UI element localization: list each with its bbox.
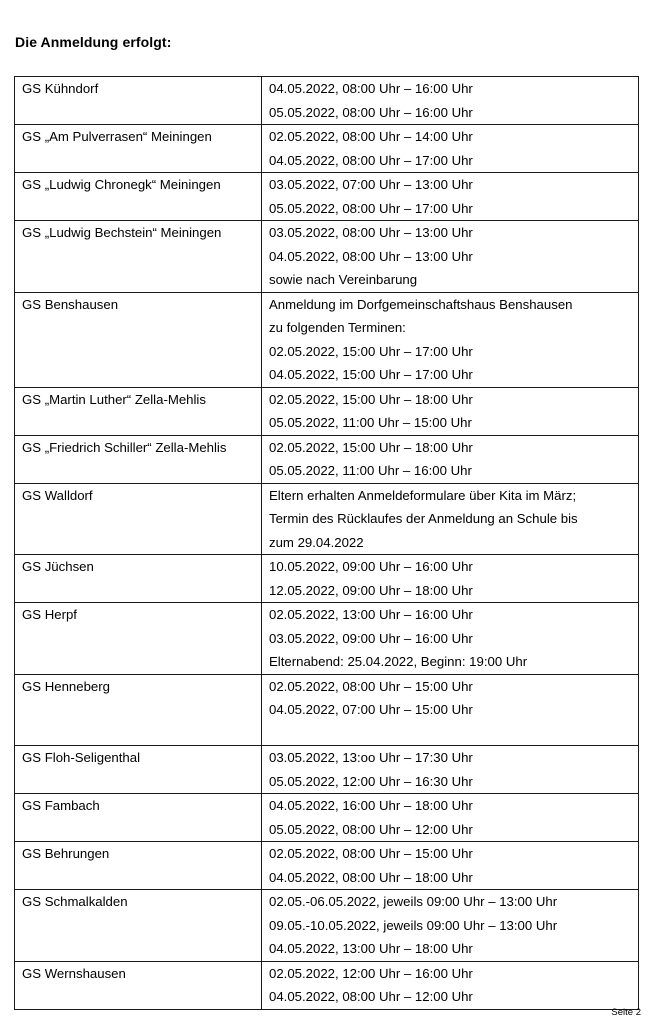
registration-date-line: 02.05.2022, 15:00 Uhr – 18:00 Uhr xyxy=(269,439,473,455)
registration-dates-cell xyxy=(262,674,639,746)
school-name-cell: GS „Ludwig Chronegk“ Meiningen xyxy=(15,173,262,221)
table-row xyxy=(15,842,639,890)
registration-date-line: 03.05.2022, 13:oo Uhr – 17:30 Uhr xyxy=(269,750,473,765)
registration-dates-cell xyxy=(262,483,639,555)
school-name-cell: GS Floh-Seligenthal xyxy=(15,746,262,794)
school-name-cell: GS Henneberg xyxy=(15,674,262,746)
table-row xyxy=(15,746,639,794)
registration-date-line: zum 29.04.2022 xyxy=(269,534,364,550)
table-row xyxy=(15,435,639,483)
registration-date-line: Eltern erhalten Anmeldeformulare über Kita im März; xyxy=(269,487,577,503)
table-row xyxy=(15,125,639,173)
registration-date-line: 05.05.2022, 08:00 Uhr – 17:00 Uhr xyxy=(269,200,473,216)
registration-date-line: sowie nach Vereinbarung xyxy=(269,272,418,287)
registration-date-line: 05.05.2022, 08:00 Uhr – 12:00 Uhr xyxy=(269,821,473,837)
school-name-cell: GS Behrungen xyxy=(15,842,262,890)
registration-dates-cell xyxy=(262,794,639,842)
registration-date-line: 05.05.2022, 11:00 Uhr – 15:00 Uhr xyxy=(269,415,472,430)
table-row xyxy=(15,674,639,746)
registration-date-line: 04.05.2022, 08:00 Uhr – 18:00 Uhr xyxy=(269,869,473,885)
registration-date-line: 04.05.2022, 13:00 Uhr – 18:00 Uhr xyxy=(269,941,473,956)
registration-date-line: 02.05.2022, 08:00 Uhr – 14:00 Uhr xyxy=(269,129,473,144)
registration-date-line: 04.05.2022, 08:00 Uhr – 13:00 Uhr xyxy=(269,248,473,264)
registration-date-line: 03.05.2022, 08:00 Uhr – 13:00 Uhr xyxy=(269,225,473,240)
registration-date-line: 04.05.2022, 07:00 Uhr – 15:00 Uhr xyxy=(269,702,473,717)
school-name-cell: GS „Friedrich Schiller“ Zella-Mehlis xyxy=(15,435,262,483)
registration-dates-cell xyxy=(262,746,639,794)
table-row xyxy=(15,173,639,221)
registration-dates-cell xyxy=(262,603,639,675)
registration-date-line: 04.05.2022, 15:00 Uhr – 17:00 Uhr xyxy=(269,367,473,382)
registration-date-line: 05.05.2022, 12:00 Uhr – 16:30 Uhr xyxy=(269,773,473,789)
school-name-cell: GS „Am Pulverrasen“ Meiningen xyxy=(15,125,262,173)
registration-date-line: 03.05.2022, 07:00 Uhr – 13:00 Uhr xyxy=(269,177,473,192)
registration-dates-cell xyxy=(262,125,639,173)
school-name-cell: GS Wernshausen xyxy=(15,961,262,1009)
school-name-cell: GS „Martin Luther“ Zella-Mehlis xyxy=(15,387,262,435)
table-row xyxy=(15,794,639,842)
school-name-cell: GS Kühndorf xyxy=(15,77,262,125)
registration-date-line: 02.05.2022, 13:00 Uhr – 16:00 Uhr xyxy=(269,607,473,622)
registration-date-line: 02.05.2022, 15:00 Uhr – 18:00 Uhr xyxy=(269,391,473,407)
registration-dates-cell xyxy=(262,842,639,890)
school-name-cell: GS Benshausen xyxy=(15,292,262,387)
registration-date-line: 04.05.2022, 08:00 Uhr – 17:00 Uhr xyxy=(269,152,473,168)
registration-date-line: 04.05.2022, 16:00 Uhr – 18:00 Uhr xyxy=(269,798,473,813)
registration-date-line: Anmeldung im Dorfgemeinschaftshaus Benshausen xyxy=(269,296,573,312)
registration-date-line: 10.05.2022, 09:00 Uhr – 16:00 Uhr xyxy=(269,559,473,574)
table-row xyxy=(15,603,639,675)
registration-date-line: 12.05.2022, 09:00 Uhr – 18:00 Uhr xyxy=(269,582,473,598)
registration-dates-cell xyxy=(262,292,639,387)
page-heading: Die Anmeldung erfolgt: xyxy=(15,34,172,50)
registration-date-line: 04.05.2022, 08:00 Uhr – 12:00 Uhr xyxy=(269,989,473,1004)
table-row xyxy=(15,221,639,293)
registration-date-line: 02.05.2022, 08:00 Uhr – 15:00 Uhr xyxy=(269,846,473,861)
registration-date-line: 02.05.2022, 15:00 Uhr – 17:00 Uhr xyxy=(269,343,473,359)
registration-date-line: 09.05.-10.05.2022, jeweils 09:00 Uhr – 13:00 Uhr xyxy=(269,917,558,933)
school-name-cell: GS Jüchsen xyxy=(15,555,262,603)
table-row xyxy=(15,292,639,387)
registration-dates-cell xyxy=(262,890,639,962)
registration-date-line: 02.05.-06.05.2022, jeweils 09:00 Uhr – 13:00 Uhr xyxy=(269,894,558,909)
registration-dates-cell xyxy=(262,173,639,221)
school-name-cell: GS Schmalkalden xyxy=(15,890,262,962)
table-row xyxy=(15,961,639,1009)
registration-dates-cell xyxy=(262,387,639,435)
school-name-cell: GS Walldorf xyxy=(15,483,262,555)
table-row xyxy=(15,555,639,603)
registration-table-body xyxy=(15,77,639,1010)
registration-date-line: 03.05.2022, 09:00 Uhr – 16:00 Uhr xyxy=(269,630,473,646)
table-row xyxy=(15,890,639,962)
registration-dates-cell xyxy=(262,435,639,483)
registration-date-line: 05.05.2022, 08:00 Uhr – 16:00 Uhr xyxy=(269,104,473,120)
registration-date-line: 04.05.2022, 08:00 Uhr – 16:00 Uhr xyxy=(269,81,473,96)
registration-dates-cell xyxy=(262,77,639,125)
school-name-cell: GS Fambach xyxy=(15,794,262,842)
school-name-cell: GS Herpf xyxy=(15,603,262,675)
registration-date-line: Elternabend: 25.04.2022, Beginn: 19:00 Uhr xyxy=(269,654,528,669)
registration-dates-cell xyxy=(262,961,639,1009)
registration-dates-cell xyxy=(262,555,639,603)
school-name-cell: GS „Ludwig Bechstein“ Meiningen xyxy=(15,221,262,293)
registration-date-line: 05.05.2022, 11:00 Uhr – 16:00 Uhr xyxy=(269,463,472,478)
registration-dates-cell xyxy=(262,221,639,293)
registration-table xyxy=(14,76,639,1010)
page-number: Seite 2 xyxy=(611,1007,641,1018)
registration-date-line: 02.05.2022, 08:00 Uhr – 15:00 Uhr xyxy=(269,678,473,694)
table-row xyxy=(15,483,639,555)
table-row xyxy=(15,77,639,125)
registration-date-line: zu folgenden Terminen: xyxy=(269,320,406,335)
registration-date-line: 02.05.2022, 12:00 Uhr – 16:00 Uhr xyxy=(269,965,473,981)
table-row xyxy=(15,387,639,435)
registration-date-line: Termin des Rücklaufes der Anmeldung an Schule bis xyxy=(269,511,578,526)
